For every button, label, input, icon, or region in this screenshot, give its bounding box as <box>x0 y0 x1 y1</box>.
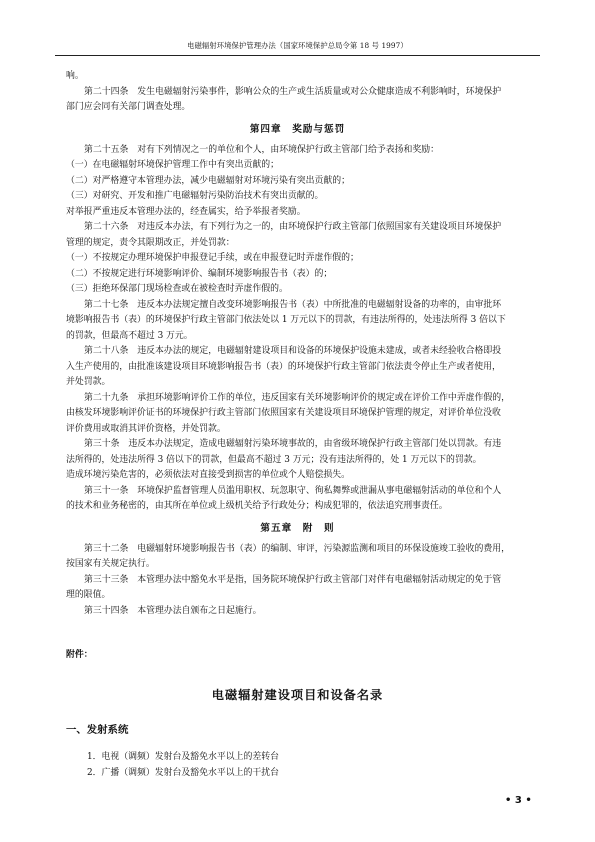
chapter-5-heading: 第五章 附 则 <box>260 522 335 534</box>
header-rule <box>55 55 540 56</box>
annex-title: 电磁辐射建设项目和设备名录 <box>211 688 384 702</box>
article-29-line1: 第二十九条 承担环境影响评价工作的单位，违反国家有关环境影响评价的规定或在评价工作中弄虚作假的， <box>84 392 510 403</box>
article-25: 第二十五条 对有下列情况之一的单位和个人，由环境保护行政主管部门给予表扬和奖励： <box>84 144 439 155</box>
list-item: （三）拒绝环保部门现场检查或在被检查时弄虚作假的。 <box>66 284 288 294</box>
article-28-line1: 第二十八条 违反本办法的规定，电磁辐射建设项目和设备的环境保护设施未建成，或者未经验收合格即投 <box>84 346 502 356</box>
article-27-line3: 的罚款，但最高不超过 3 万元。 <box>66 330 193 341</box>
paragraph: 造成环境污染危害的，必须依法对直接受到损害的单位或个人赔偿损失。 <box>66 470 350 480</box>
document-body <box>66 69 529 619</box>
article-27-line2: 境影响报告书（表）的环境保护行政主管部门依法处以 1 万元以下的罚款，有违法所得的，处违法所得 3 倍以下 <box>66 315 506 325</box>
article-30-line1: 第三十条 违反本办法规定，造成电磁辐射污染环境事故的，由省级环境保护行政主管部门处以罚款。有违 <box>84 439 502 449</box>
article-29-line2: 由核发环境影响评价证书的环境保护行政主管部门依照国家有关建设项目环境保护管理的规定，对评价单位没收 <box>66 408 501 418</box>
list-item: 1．电视（调频）发射台及豁免水平以上的差转台 <box>87 752 280 762</box>
article-34: 第三十四条 本管理办法自颁布之日起施行。 <box>84 605 262 616</box>
chapter-4-heading: 第四章 奖励与惩罚 <box>249 123 346 135</box>
list-item: （一）在电磁辐射环境保护管理工作中有突出贡献的； <box>66 160 279 170</box>
article-29-line3: 评价费用或取消其评价资格，并处罚款。 <box>66 423 226 434</box>
article-32-line2: 按国家有关规定执行。 <box>66 559 155 569</box>
list-item: （二）不按规定进行环境影响评价、编制环境影响报告书（表）的； <box>66 268 333 279</box>
list-item: （二）对严格遵守本管理办法，减少电磁辐射对环境污染有突出贡献的； <box>66 175 350 186</box>
article-30-line2: 法所得的，处违法所得 3 倍以下的罚款，但最高不超过 3 万元；没有违法所得的，处 1 万元以下的罚款。 <box>66 454 482 465</box>
list-item: 2．广播（调频）发射台及豁免水平以上的干扰台 <box>87 768 280 778</box>
article-33-line2: 理的限值。 <box>66 590 111 600</box>
article-26-line1: 第二十六条 对违反本办法，有下列行为之一的，由环境保护行政主管部门依照国家有关建设项目环境保护 <box>84 222 502 232</box>
article-32-line1: 第三十二条 电磁辐射环境影响报告书（表）的编制、审评，污染源监测和项目的环保设施竣工验收的费用， <box>84 543 510 554</box>
list-item: （三）对研究、开发和推广电磁辐射污染防治技术有突出贡献的。 <box>66 191 324 201</box>
running-header: 电磁辐射环境保护管理办法（国家环境保护总局令第 18 号 1997） <box>187 41 408 50</box>
article-31-line1: 第三十一条 环境保护监督管理人员滥用职权、玩忽职守、徇私舞弊或泄漏从事电磁辐射活动的单位和个人 <box>84 485 502 496</box>
paragraph: 对举报严重违反本管理办法的，经查属实，给予举报者奖励。 <box>66 206 306 217</box>
attachment-label: 附件： <box>66 650 93 660</box>
article-28-line3: 并处罚款。 <box>66 377 111 387</box>
annex-section-heading: 一、发射系统 <box>66 724 129 736</box>
article-26-line2: 管理的规定，责令其限期改正，并处罚款： <box>66 237 235 248</box>
article-33-line1: 第三十三条 本管理办法中豁免水平是指，国务院环境保护行政主管部门对伴有电磁辐射活动规定的免于管 <box>84 574 502 585</box>
article-24-line1: 第二十四条 发生电磁辐射污染事件，影响公众的生产或生活质量或对公众健康造成不利影响时，环境保护 <box>84 86 502 97</box>
article-24-line2: 部门应会同有关部门调查处理。 <box>66 102 191 112</box>
article-27-line1: 第二十七条 违反本办法规定擅自改变环境影响报告书（表）中所批准的电磁辐射设备的功率的，由审批环 <box>84 299 502 310</box>
article-28-line2: 入生产使用的，由批准该建设项目环境影响报告书（表）的环境保护行政主管部门依法责令停止生产或者使用， <box>66 361 501 372</box>
page-number: • 3 • <box>505 795 532 806</box>
list-item: （一）不按规定办理环境保护申报登记手续，或在申报登记时弄虚作假的； <box>66 253 359 263</box>
annex-list <box>87 749 279 781</box>
article-31-line2: 的技术和业务秘密的，由其所在单位或上级机关给予行政处分；构成犯罪的，依法追究刑事责任。 <box>66 501 448 511</box>
paragraph: 响。 <box>66 71 84 81</box>
